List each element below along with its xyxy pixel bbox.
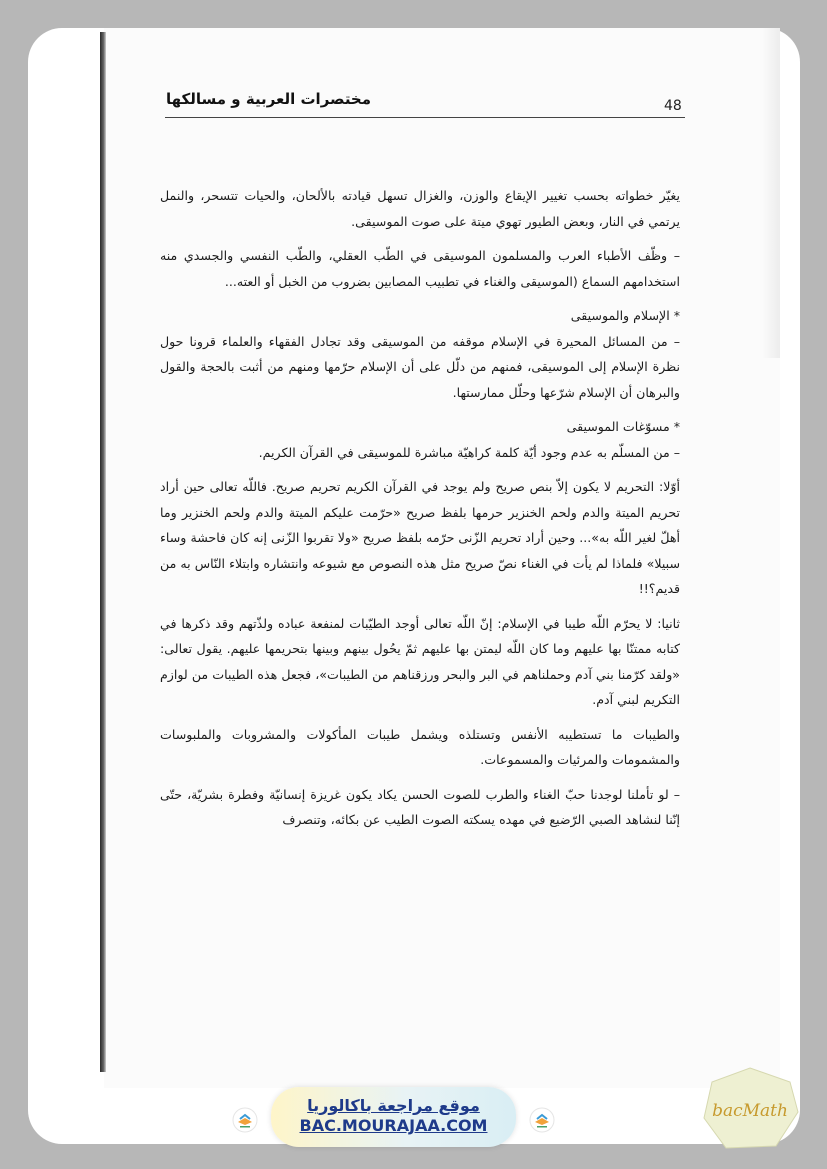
- section-heading-justifications: * مسوّغات الموسيقى: [566, 419, 680, 434]
- paragraph-2: – وظّف الأطباء العرب والمسلمون الموسيقى في الطّب العقلي، والطّب النفسي والجسدي منه استخدامهم السماع (الموسيقى والغناء في تطبيب المصابين بضروب من الخبل أو العته...: [160, 248, 680, 289]
- site-url-link[interactable]: BAC.MOURAJAA.COM: [299, 1116, 488, 1135]
- paragraph-tayyibat: والطيبات ما تستطيبه الأنفس وتستلذه ويشمل طيبات المأكولات والمشروبات والملبوسات والمشمومات والمرئيات والمسموعات.: [160, 726, 680, 767]
- paragraph-first-point: أوّلا: التحريم لا يكون إلاّ بنص صريح ولم يوجد في القرآن الكريم تحريم صريح. فاللّه تعالى حين أراد تحريم الميتة والدم ولحم الخنزير حرمها بلفظ صريح «حرّمت عليكم الميتة والدم ولحم الخنزير وما أهلّ لغير اللّه به»... وحين أراد تحريم الزّنى حرّمه بلفظ صريح «ولا تقربوا الزّنى إنه كان فاحشة وساء سبيلا» فلماذا لم يأت في الغناء نصّ صريح مثل هذه النصوص مع شيوعه وانتشاره وابتلاء النّاس به من قديم؟!!: [160, 479, 680, 596]
- running-title: مختصرات العربية و مسالكها: [166, 90, 372, 108]
- site-logo-right-icon: [529, 1107, 555, 1133]
- section-heading-islam-music: * الإسلام والموسيقى: [570, 308, 680, 323]
- book-binding-shadow: [100, 32, 106, 1072]
- paragraph-last: – لو تأملنا لوجدنا حبّ الغناء والطرب للصوت الحسن يكاد يكون غريزة إنسانيّة وفطرة بشريّة، حتّى إنّنا لنشاهد الصبي الرّضيع في مهده يسكته الصوت الطيب عن بكائه، وتنصرف: [160, 786, 680, 827]
- site-name-link[interactable]: موقع مراجعة باكالوريا: [307, 1096, 480, 1115]
- header-rule: [165, 117, 685, 118]
- site-footer-badge[interactable]: [271, 1087, 516, 1147]
- body-text: [160, 183, 680, 842]
- page-shade: [762, 28, 780, 358]
- paragraph-second-point: ثانيا: لا يحرّم اللّه طيبا في الإسلام: إنّ اللّه تعالى أوجد الطيّبات لمنفعة عباده ولذّتهم وقد ذكرها في كتابه ممتنّا بها عليهم وما كان اللّه ليمتن بها عليهم ثمّ يحُول بينهم وبينها بتحريمها عليهم. يقول تعالى: «ولقد كرّمنا بني آدم وحملناهم في البر والبحر ورزقناهم من الطيبات»، فجعل هذه الطيبات من لوازم التكريم لبني آدم.: [160, 615, 680, 707]
- bacmath-logo: [700, 1066, 800, 1152]
- site-logo-left-icon: [232, 1107, 258, 1133]
- bacmath-logo-text: bacMath: [712, 1101, 788, 1121]
- paragraph-1: يغيّر خطواته بحسب تغيير الإيقاع والوزن، والغزال تسهل قيادته بالألحان، والحيات تتسحر، والنمل يرتمي في النار، وبعض الطيور تهوي ميتة على صوت الموسيقى.: [160, 188, 680, 229]
- paragraph-3: – من المسائل المحيرة في الإسلام موقفه من الموسيقى وقد تجادل الفقهاء والعلماء قرونا حول نظرة الإسلام إلى الموسيقى، فمنهم من دلّل على أن الإسلام حرّمها ومنهم من أثبت بالحجة والقول والبرهان أن الإسلام شرّعها وحلّل ممارستها.: [160, 333, 680, 400]
- page-number: 48: [664, 98, 682, 114]
- paragraph-4: – من المسلّم به عدم وجود أيّة كلمة كراهيّة مباشرة للموسيقى في القرآن الكريم.: [258, 444, 680, 460]
